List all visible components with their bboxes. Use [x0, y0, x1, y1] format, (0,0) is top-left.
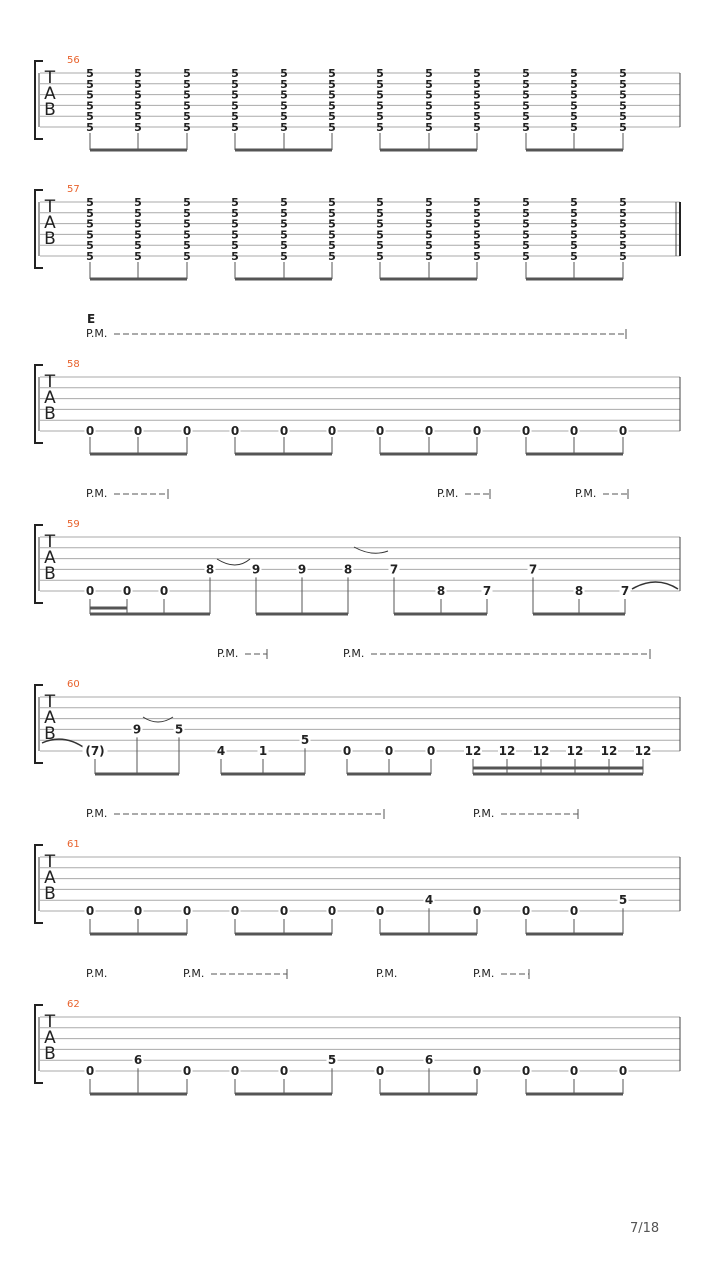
fret-number: 5 — [473, 250, 481, 263]
fret-number: 0 — [85, 424, 95, 438]
fret-number: 5 — [86, 121, 94, 134]
fret-number: 5 — [231, 99, 239, 113]
fret-number: 0 — [569, 904, 579, 918]
fret-number: 5 — [183, 110, 191, 124]
fret-number: 12 — [600, 744, 618, 758]
tab-clef-letter: T — [44, 852, 56, 872]
fret-number: 5 — [134, 67, 142, 80]
slide-arc — [143, 717, 173, 722]
fret-number: 5 — [376, 239, 384, 253]
fret-number: 5 — [376, 88, 384, 102]
palm-mute-label: P.M. — [343, 647, 365, 660]
fret-number: 5 — [425, 217, 433, 231]
fret-number: 0 — [230, 424, 240, 438]
palm-mute-label: P.M. — [575, 487, 597, 500]
tie-arc — [217, 559, 250, 565]
fret-number: 5 — [425, 99, 433, 113]
tab-clef-letter: B — [44, 404, 56, 424]
fret-number: 8 — [574, 584, 584, 598]
fret-number: 0 — [375, 1064, 385, 1078]
fret-number: 5 — [570, 250, 578, 263]
fret-number: 0 — [133, 904, 143, 918]
fret-number: 0 — [85, 584, 95, 598]
fret-number: 5 — [86, 99, 94, 113]
measure-number: 56 — [67, 55, 80, 66]
fret-number: 5 — [231, 239, 239, 253]
tab-clef-letter: T — [44, 532, 56, 552]
fret-number: (7) — [85, 744, 105, 758]
fret-number: 5 — [376, 217, 384, 231]
palm-mute-label: P.M. — [86, 487, 108, 500]
fret-number: 5 — [231, 121, 239, 134]
tie-arc — [632, 582, 678, 589]
tab-clef-letter: A — [44, 213, 56, 233]
fret-number: 5 — [619, 250, 627, 263]
fret-number: 5 — [522, 67, 530, 80]
fret-number: 5 — [425, 121, 433, 134]
fret-number: 0 — [133, 424, 143, 438]
fret-number: 5 — [231, 228, 239, 242]
fret-number: 0 — [159, 584, 169, 598]
fret-number: 0 — [424, 424, 434, 438]
fret-number: 6 — [424, 1053, 434, 1068]
fret-number: 9 — [132, 722, 142, 737]
tab-clef-letter: T — [44, 692, 56, 712]
fret-number: 0 — [426, 744, 436, 758]
fret-number: 5 — [183, 239, 191, 253]
fret-number: 5 — [570, 121, 578, 134]
fret-number: 9 — [297, 562, 307, 577]
fret-number: 5 — [280, 250, 288, 263]
tab-clef-letter: B — [44, 564, 56, 584]
fret-number: 5 — [570, 239, 578, 253]
fret-number: 0 — [182, 1064, 192, 1078]
palm-mute-label: P.M. — [86, 327, 108, 340]
fret-number: 5 — [522, 228, 530, 242]
measure-number: 57 — [67, 184, 80, 195]
fret-number: 5 — [619, 77, 627, 91]
fret-number: 0 — [521, 1064, 531, 1078]
fret-number: 5 — [619, 67, 627, 80]
fret-number: 8 — [436, 584, 446, 598]
fret-number: 5 — [280, 228, 288, 242]
fret-number: 5 — [231, 217, 239, 231]
tab-clef-letter: A — [44, 868, 56, 888]
fret-number: 5 — [376, 250, 384, 263]
tab-clef-letter: B — [44, 884, 56, 904]
tab-clef-letter: A — [44, 548, 56, 568]
fret-number: 9 — [251, 562, 261, 577]
fret-number: 5 — [134, 239, 142, 253]
fret-number: 5 — [522, 121, 530, 134]
fret-number: 0 — [521, 904, 531, 918]
fret-number: 5 — [619, 239, 627, 253]
fret-number: 5 — [425, 206, 433, 220]
fret-number: 5 — [327, 1053, 337, 1068]
fret-number: 5 — [570, 67, 578, 80]
fret-number: 0 — [375, 904, 385, 918]
fret-number: 5 — [183, 250, 191, 263]
palm-mute-label: P.M. — [473, 807, 495, 820]
fret-number: 5 — [280, 239, 288, 253]
fret-number: 4 — [216, 744, 226, 758]
fret-number: 5 — [86, 206, 94, 220]
fret-number: 5 — [376, 110, 384, 124]
fret-number: 0 — [279, 424, 289, 438]
fret-number: 5 — [280, 99, 288, 113]
fret-number: 5 — [174, 722, 184, 737]
fret-number: 5 — [183, 228, 191, 242]
fret-number: 7 — [482, 584, 492, 598]
measure-number: 58 — [67, 359, 80, 370]
fret-number: 5 — [425, 196, 433, 209]
fret-number: 6 — [133, 1053, 143, 1068]
fret-number: 12 — [566, 744, 584, 758]
fret-number: 5 — [328, 121, 336, 134]
fret-number: 8 — [205, 562, 215, 577]
chord-name: E — [87, 312, 96, 326]
fret-number: 5 — [86, 77, 94, 91]
fret-number: 5 — [570, 77, 578, 91]
fret-number: 5 — [183, 67, 191, 80]
fret-number: 5 — [328, 228, 336, 242]
fret-number: 5 — [570, 217, 578, 231]
palm-mute-label: P.M. — [376, 967, 398, 980]
fret-number: 5 — [86, 239, 94, 253]
fret-number: 0 — [521, 424, 531, 438]
fret-number: 5 — [570, 196, 578, 209]
fret-number: 0 — [122, 584, 132, 598]
fret-number: 5 — [522, 239, 530, 253]
measure-number: 59 — [67, 519, 80, 530]
fret-number: 5 — [619, 196, 627, 209]
fret-number: 5 — [473, 239, 481, 253]
fret-number: 5 — [376, 228, 384, 242]
tab-clef-letter: T — [44, 1012, 56, 1032]
fret-number: 12 — [498, 744, 516, 758]
fret-number: 0 — [472, 1064, 482, 1078]
fret-number: 5 — [280, 77, 288, 91]
tab-clef-letter: B — [44, 1044, 56, 1064]
fret-number: 5 — [86, 196, 94, 209]
fret-number: 5 — [328, 250, 336, 263]
fret-number: 0 — [327, 904, 337, 918]
fret-number: 5 — [86, 110, 94, 124]
fret-number: 1 — [258, 744, 268, 758]
fret-number: 5 — [328, 67, 336, 80]
fret-number: 5 — [619, 88, 627, 102]
fret-number: 0 — [472, 424, 482, 438]
measure-number: 62 — [67, 999, 80, 1010]
fret-number: 5 — [522, 217, 530, 231]
fret-number: 5 — [473, 77, 481, 91]
fret-number: 5 — [183, 217, 191, 231]
fret-number: 5 — [134, 196, 142, 209]
fret-number: 5 — [231, 250, 239, 263]
fret-number: 5 — [280, 88, 288, 102]
fret-number: 5 — [183, 196, 191, 209]
tab-clef-letter: A — [44, 84, 56, 104]
fret-number: 5 — [473, 88, 481, 102]
fret-number: 5 — [376, 77, 384, 91]
tab-clef-letter: A — [44, 388, 56, 408]
fret-number: 5 — [86, 228, 94, 242]
palm-mute-label: P.M. — [86, 807, 108, 820]
fret-number: 12 — [464, 744, 482, 758]
fret-number: 5 — [183, 88, 191, 102]
fret-number: 5 — [522, 250, 530, 263]
fret-number: 5 — [376, 121, 384, 134]
fret-number: 5 — [86, 250, 94, 263]
palm-mute-label: P.M. — [183, 967, 205, 980]
fret-number: 7 — [528, 562, 538, 577]
fret-number: 5 — [280, 206, 288, 220]
fret-number: 5 — [328, 110, 336, 124]
fret-number: 5 — [473, 121, 481, 134]
fret-number: 5 — [473, 99, 481, 113]
fret-number: 5 — [328, 196, 336, 209]
fret-number: 5 — [570, 228, 578, 242]
fret-number: 5 — [473, 206, 481, 220]
fret-number: 5 — [328, 88, 336, 102]
fret-number: 0 — [375, 424, 385, 438]
fret-number: 0 — [384, 744, 394, 758]
fret-number: 5 — [86, 88, 94, 102]
fret-number: 5 — [231, 67, 239, 80]
fret-number: 0 — [569, 1064, 579, 1078]
fret-number: 5 — [619, 110, 627, 124]
fret-number: 5 — [328, 206, 336, 220]
fret-number: 7 — [389, 562, 399, 577]
fret-number: 5 — [619, 206, 627, 220]
fret-number: 5 — [376, 206, 384, 220]
fret-number: 5 — [376, 67, 384, 80]
fret-number: 5 — [134, 121, 142, 134]
fret-number: 0 — [472, 904, 482, 918]
fret-number: 5 — [425, 228, 433, 242]
fret-number: 5 — [522, 77, 530, 91]
palm-mute-label: P.M. — [217, 647, 239, 660]
tab-clef-letter: A — [44, 1028, 56, 1048]
fret-number: 4 — [424, 893, 434, 908]
fret-number: 0 — [182, 904, 192, 918]
fret-number: 7 — [620, 584, 630, 598]
fret-number: 5 — [522, 206, 530, 220]
fret-number: 5 — [280, 67, 288, 80]
fret-number: 5 — [473, 217, 481, 231]
fret-number: 5 — [425, 77, 433, 91]
tab-clef-letter: B — [44, 100, 56, 120]
fret-number: 5 — [473, 228, 481, 242]
fret-number: 5 — [86, 217, 94, 231]
fret-number: 5 — [473, 196, 481, 209]
fret-number: 0 — [618, 1064, 628, 1078]
fret-number: 5 — [570, 110, 578, 124]
fret-number: 5 — [473, 67, 481, 80]
fret-number: 0 — [569, 424, 579, 438]
fret-number: 0 — [342, 744, 352, 758]
tab-clef-letter: T — [44, 372, 56, 392]
fret-number: 5 — [134, 77, 142, 91]
fret-number: 5 — [425, 239, 433, 253]
fret-number: 5 — [183, 206, 191, 220]
fret-number: 5 — [300, 733, 310, 748]
fret-number: 0 — [618, 424, 628, 438]
fret-number: 5 — [134, 110, 142, 124]
fret-number: 5 — [280, 121, 288, 134]
fret-number: 12 — [634, 744, 652, 758]
fret-number: 5 — [522, 196, 530, 209]
fret-number: 5 — [619, 121, 627, 134]
fret-number: 0 — [182, 424, 192, 438]
fret-number: 0 — [327, 424, 337, 438]
fret-number: 5 — [231, 196, 239, 209]
fret-number: 5 — [618, 893, 628, 908]
fret-number: 5 — [280, 110, 288, 124]
fret-number: 5 — [473, 110, 481, 124]
fret-number: 5 — [522, 110, 530, 124]
fret-number: 5 — [425, 88, 433, 102]
fret-number: 0 — [230, 904, 240, 918]
fret-number: 0 — [230, 1064, 240, 1078]
fret-number: 5 — [425, 250, 433, 263]
fret-number: 5 — [280, 196, 288, 209]
palm-mute-label: P.M. — [473, 967, 495, 980]
fret-number: 5 — [134, 217, 142, 231]
fret-number: 5 — [619, 99, 627, 113]
fret-number: 5 — [328, 99, 336, 113]
fret-number: 5 — [183, 77, 191, 91]
fret-number: 5 — [231, 110, 239, 124]
fret-number: 5 — [425, 110, 433, 124]
fret-number: 5 — [183, 121, 191, 134]
fret-number: 0 — [279, 904, 289, 918]
fret-number: 5 — [134, 206, 142, 220]
fret-number: 5 — [522, 88, 530, 102]
fret-number: 5 — [134, 99, 142, 113]
fret-number: 5 — [376, 99, 384, 113]
fret-number: 5 — [280, 217, 288, 231]
fret-number: 5 — [134, 228, 142, 242]
fret-number: 5 — [328, 217, 336, 231]
tab-clef-letter: T — [44, 197, 56, 217]
measure-number: 61 — [67, 839, 80, 850]
fret-number: 12 — [532, 744, 550, 758]
fret-number: 5 — [570, 206, 578, 220]
fret-number: 5 — [570, 99, 578, 113]
fret-number: 5 — [328, 239, 336, 253]
fret-number: 5 — [183, 99, 191, 113]
fret-number: 5 — [134, 88, 142, 102]
fret-number: 5 — [376, 196, 384, 209]
tab-clef-letter: A — [44, 708, 56, 728]
fret-number: 8 — [343, 562, 353, 577]
fret-number: 0 — [85, 904, 95, 918]
fret-number: 0 — [85, 1064, 95, 1078]
tab-clef-letter: T — [44, 68, 56, 88]
fret-number: 5 — [425, 67, 433, 80]
fret-number: 5 — [522, 99, 530, 113]
fret-number: 5 — [231, 77, 239, 91]
fret-number: 5 — [231, 206, 239, 220]
page-number: 7/18 — [630, 1221, 660, 1236]
fret-number: 5 — [86, 67, 94, 80]
tab-clef-letter: B — [44, 229, 56, 249]
fret-number: 5 — [619, 228, 627, 242]
fret-number: 5 — [619, 217, 627, 231]
tab-clef-letter: B — [44, 724, 56, 744]
measure-number: 60 — [67, 679, 80, 690]
fret-number: 0 — [279, 1064, 289, 1078]
palm-mute-label: P.M. — [86, 967, 108, 980]
fret-number: 5 — [231, 88, 239, 102]
fret-number: 5 — [134, 250, 142, 263]
fret-number: 5 — [328, 77, 336, 91]
palm-mute-label: P.M. — [437, 487, 459, 500]
fret-number: 5 — [570, 88, 578, 102]
